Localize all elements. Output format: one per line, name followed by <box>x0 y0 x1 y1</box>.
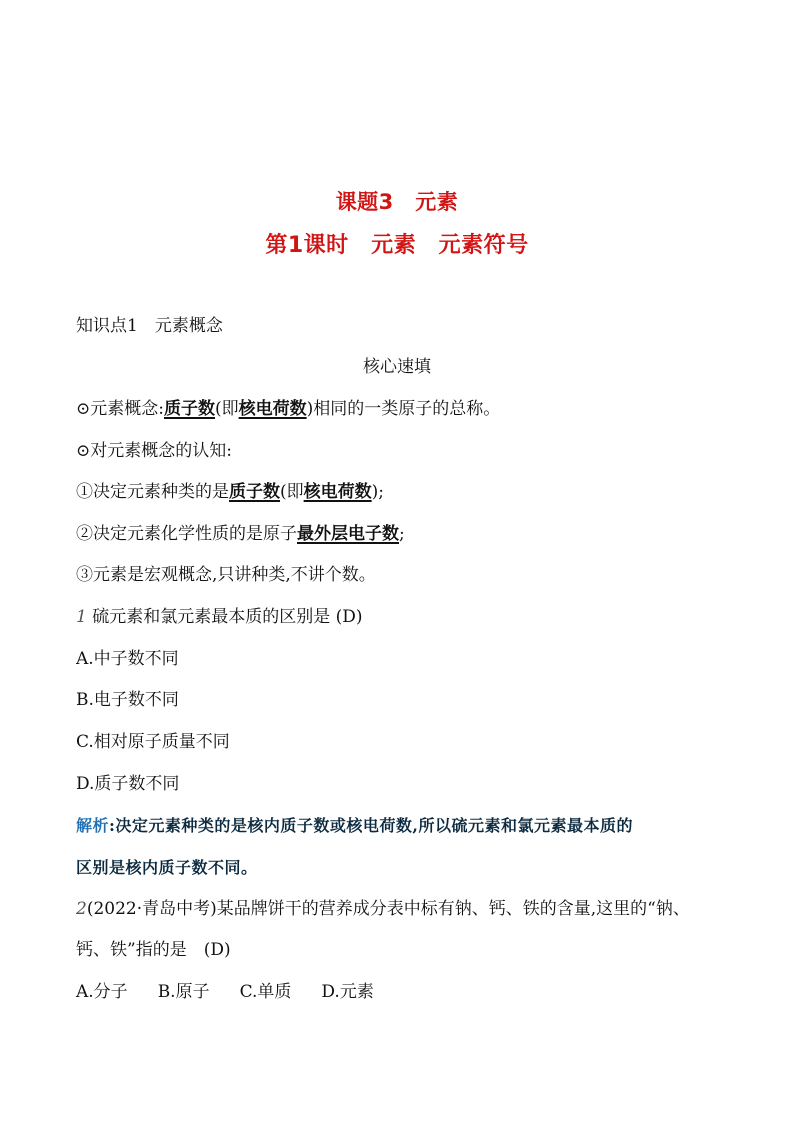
element-concept-line <box>76 398 500 420</box>
point-2-suffix: ; <box>399 524 405 544</box>
question-2-stem-line-1 <box>76 898 690 920</box>
answer-blank-proton-number: 质子数 <box>163 399 215 419</box>
point-1-blank-2: 核电荷数 <box>303 482 372 502</box>
knowledge-point-heading: 知识点1 元素概念 <box>76 316 223 336</box>
concept-suffix: )相同的一类原子的总称。 <box>306 399 501 419</box>
point-2-blank: 最外层电子数 <box>297 524 399 544</box>
question-2-option-b: B.原子 <box>157 982 210 1002</box>
period-title: 第1课时 元素 元素符号 <box>265 233 529 258</box>
question-1-analysis-line-1 <box>76 813 718 836</box>
question-2-options <box>76 981 404 1003</box>
question-1-option-d: D.质子数不同 <box>76 774 180 794</box>
point-1 <box>76 481 384 503</box>
point-3: ③元素是宏观概念,只讲种类,不讲个数。 <box>76 565 376 585</box>
analysis-text-1: :决定元素种类的是核内质子数或核电荷数,所以硫元素和氯元素最本质的 <box>109 816 633 835</box>
question-1-option-a: A.中子数不同 <box>76 649 179 669</box>
concept-mid: (即 <box>214 399 239 419</box>
question-1-number: 1 <box>76 607 87 627</box>
understanding-heading: ⊙对元素概念的认知: <box>76 441 232 461</box>
question-2-stem-line-2: 钙、铁”指的是 (D) <box>76 940 231 960</box>
point-1-mid: (即 <box>280 482 304 502</box>
concept-prefix: ⊙元素概念: <box>76 399 164 419</box>
answer-blank-nuclear-charge: 核电荷数 <box>238 399 307 419</box>
analysis-label: 解析 <box>76 816 110 835</box>
point-1-suffix: ); <box>371 482 385 502</box>
core-fill-heading: 核心速填 <box>363 357 431 377</box>
point-1-prefix: ①决定元素种类的是 <box>76 482 229 502</box>
point-1-blank-1: 质子数 <box>229 482 280 502</box>
question-1-option-b: B.电子数不同 <box>76 690 179 710</box>
point-2 <box>76 523 405 545</box>
question-1-option-c: C.相对原子质量不同 <box>76 732 230 752</box>
question-2-number: 2 <box>76 899 87 919</box>
question-2-option-c: C.单质 <box>239 982 292 1002</box>
point-2-prefix: ②决定元素化学性质的是原子 <box>76 524 297 544</box>
question-1-text: 硫元素和氯元素最本质的区别是 (D) <box>86 607 363 627</box>
question-2-option-d: D.元素 <box>321 982 374 1002</box>
question-1-stem <box>76 606 363 628</box>
question-1-analysis-line-2: 区别是核内质子数不同。 <box>76 858 258 877</box>
question-2-option-a: A.分子 <box>76 982 128 1002</box>
question-2-text-1: (2022·青岛中考)某品牌饼干的营养成分表中标有钠、钙、铁的含量,这里的“钠、 <box>86 899 690 919</box>
lesson-title: 课题3 元素 <box>335 190 459 214</box>
